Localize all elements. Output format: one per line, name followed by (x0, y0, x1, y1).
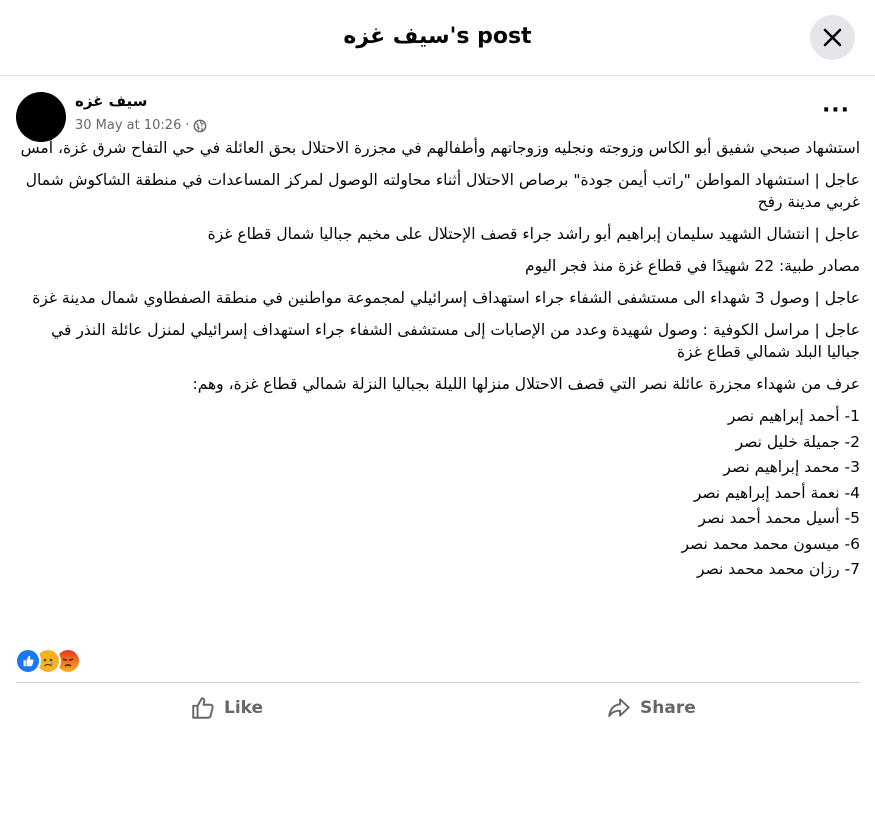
list-item: 5- أسيل محمد أحمد نصر (698, 509, 860, 527)
list-item: 6- ميسون محمد محمد نصر (681, 534, 860, 553)
post-paragraph: عرف من شهداء مجزرة عائلة نصر التي قصف الاحتلال منزلها الليلة بجباليا النزلة شمالي قطاع غزة، وهم: (192, 375, 860, 393)
name-list (16, 405, 860, 581)
post-timestamp[interactable]: 30 May at 10:26 (75, 118, 182, 133)
post-header (0, 86, 875, 142)
thumbs-up-icon (190, 695, 216, 721)
globe-icon[interactable] (193, 119, 207, 133)
share-icon (606, 695, 632, 721)
reaction-summary[interactable] (15, 648, 75, 674)
meta-separator: · (185, 118, 190, 133)
author-name[interactable]: سيف غزه (75, 92, 148, 110)
like-label: Like (224, 698, 264, 718)
avatar[interactable] (16, 92, 66, 142)
action-bar (16, 689, 860, 729)
post-paragraph: عاجل | انتشال الشهيد سليمان إبراهيم أبو راشد جراء قصف الإحتلال على مخيم جباليا شمال قطاع غزة (207, 225, 860, 243)
post-paragraph: عاجل | مراسل الكوفية : وصول شهيدة وعدد من الإصابات إلى مستشفى الشفاء جراء استهداف إسرائيلي لمنزل عائلة النذر في جباليا البلد شمالي قطاع غزة (51, 321, 860, 361)
post-meta (75, 117, 207, 135)
list-item: 3- محمد إبراهيم نصر (723, 458, 860, 476)
action-divider (16, 682, 860, 683)
post-paragraph: عاجل | استشهاد المواطن "راتب أيمن جودة" برصاص الاحتلال أثناء محاولته الوصول لمركز المساعدات في منطقة الشاكوش شمال غربي مدينة رفح (25, 171, 860, 211)
post-body (16, 137, 860, 584)
more-icon: ··· (821, 98, 851, 123)
list-item: 4- نعمة أحمد إبراهيم نصر (693, 483, 860, 502)
modal-title: سيف غزه's post (343, 24, 532, 49)
list-item: 7- رزان محمد محمد نصر (697, 560, 860, 578)
more-options-button[interactable] (816, 98, 856, 130)
modal-header (0, 0, 875, 76)
share-label: Share (640, 698, 696, 718)
close-icon (822, 27, 843, 48)
close-button[interactable] (810, 15, 855, 60)
like-reaction-icon (15, 648, 41, 674)
post-paragraph: مصادر طبية: 22 شهيدًا في قطاع غزة منذ فجر اليوم (524, 257, 860, 275)
share-button[interactable] (606, 689, 696, 727)
post-paragraph: استشهاد صبحي شفيق أبو الكاس وزوجته ونجليه وزوجاتهم وأطفالهم في مجزرة الاحتلال بحق العائلة في حي التفاح شرق غزة، أمس (20, 139, 860, 157)
post-paragraph: عاجل | وصول 3 شهداء الى مستشفى الشفاء جراء استهداف إسرائيلي لمجموعة مواطنين في منطقة الصفطاوي شمال مدينة غزة (32, 289, 860, 307)
list-item: 2- جميلة خليل نصر (735, 432, 860, 451)
list-item: 1- أحمد إبراهيم نصر (727, 407, 860, 425)
like-button[interactable] (190, 689, 263, 727)
